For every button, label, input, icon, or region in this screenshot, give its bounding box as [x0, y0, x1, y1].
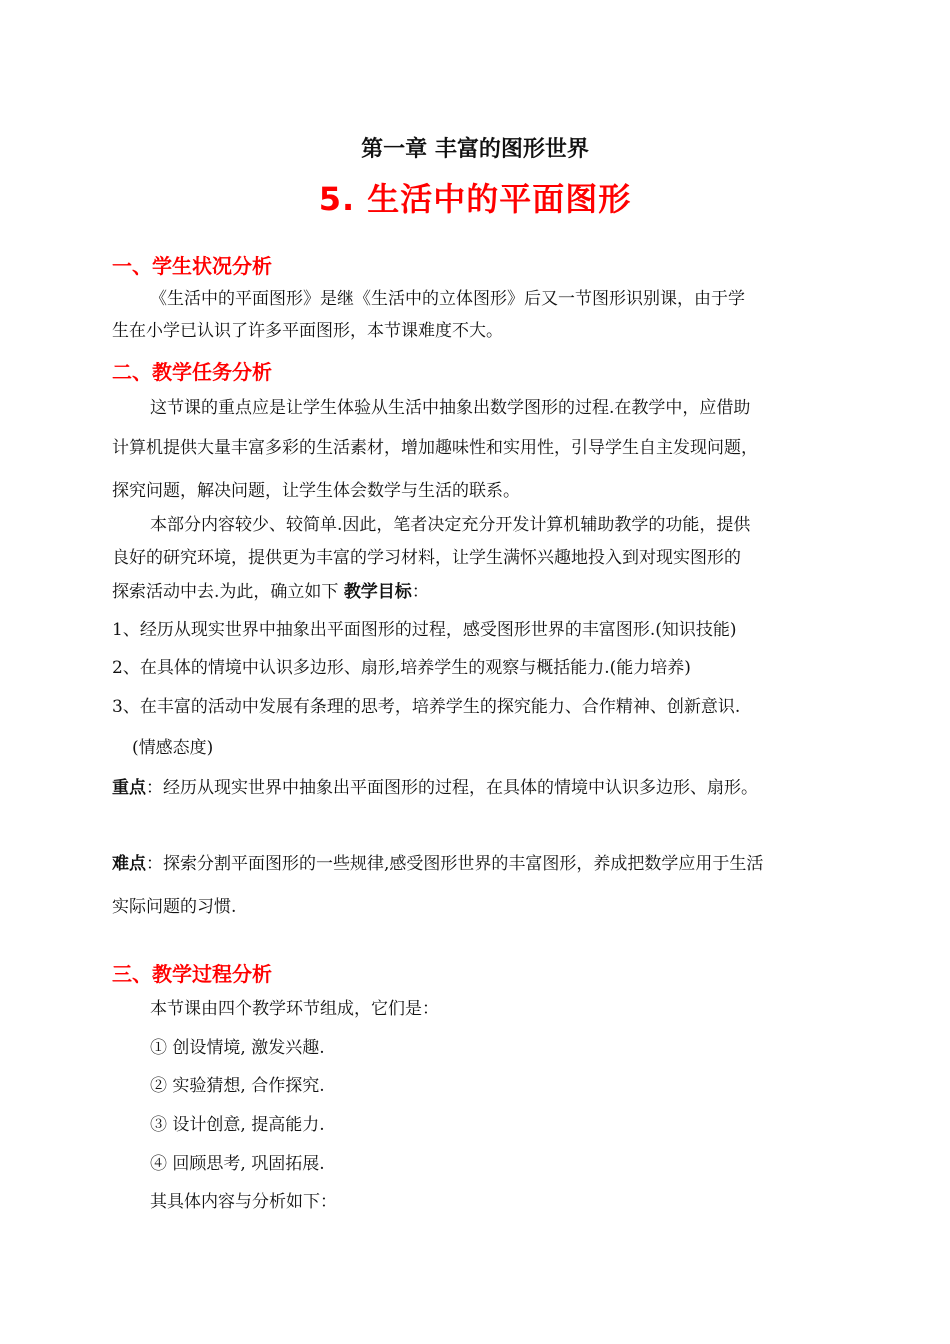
paragraph-line: 计算机提供大量丰富多彩的生活素材，增加趣味性和实用性，引导学生自主发现问题， [112, 438, 758, 458]
process-step-4: ④ 回顾思考, 巩固拓展. [150, 1154, 325, 1174]
lesson-title: 5. 生活中的平面图形 [318, 180, 632, 218]
goal-item-2: 2、在具体的情境中认识多边形、扇形,培养学生的观察与概括能力.(能力培养) [112, 658, 691, 678]
section-heading-student-analysis: 一、学生状况分析 [112, 254, 272, 278]
key-point-label: 重点 [112, 778, 146, 798]
teaching-goals-label: 教学目标 [343, 582, 412, 602]
difficulty-label: 难点 [112, 854, 146, 874]
paragraph-line: 探究问题，解决问题，让学生体会数学与生活的联系。 [112, 481, 520, 501]
process-step-1: ① 创设情境, 激发兴趣. [150, 1038, 325, 1058]
goals-intro-line [112, 580, 852, 604]
section-heading-task-analysis: 二、教学任务分析 [112, 360, 272, 384]
paragraph-line: 本部分内容较少、较简单.因此，笔者决定充分开发计算机辅助教学的功能，提供 [150, 515, 751, 535]
process-intro: 本节课由四个教学环节组成，它们是： [150, 999, 439, 1019]
paragraph-line: 生在小学已认识了许多平面图形，本节课难度不大。 [112, 321, 503, 341]
goals-intro-text: 探索活动中去.为此，确立如下 [112, 582, 339, 602]
process-step-2: ② 实验猜想, 合作探究. [150, 1076, 325, 1096]
difficulty-line-continued: 实际问题的习惯. [112, 897, 237, 917]
chapter-title: 第一章 丰富的图形世界 [361, 137, 589, 162]
goals-intro-colon: ： [411, 582, 429, 602]
difficulty-line [112, 852, 852, 876]
process-step-3: ③ 设计创意, 提高能力. [150, 1115, 325, 1135]
goal-item-3: 3、在丰富的活动中发展有条理的思考，培养学生的探究能力、合作精神、创新意识. [112, 697, 741, 717]
paragraph-line: 《生活中的平面图形》是继《生活中的立体图形》后又一节图形识别课，由于学 [150, 289, 745, 309]
key-point-line [112, 776, 852, 800]
goal-item-3-continued: (情感态度) [132, 738, 214, 758]
goal-item-1: 1、经历从现实世界中抽象出平面图形的过程，感受图形世界的丰富图形.(知识技能) [112, 620, 737, 640]
paragraph-line: 良好的研究环境，提供更为丰富的学习材料，让学生满怀兴趣地投入到对现实图形的 [112, 548, 741, 568]
section-heading-process-analysis: 三、教学过程分析 [112, 962, 272, 986]
key-point-text: ：经历从现实世界中抽象出平面图形的过程，在具体的情境中认识多边形、扇形。 [146, 778, 758, 798]
difficulty-text: ：探索分割平面图形的一些规律,感受图形世界的丰富图形，养成把数学应用于生活 [146, 854, 764, 874]
paragraph-line: 这节课的重点应是让学生体验从生活中抽象出数学图形的过程.在教学中，应借助 [150, 398, 751, 418]
process-outro: 其具体内容与分析如下： [150, 1192, 337, 1212]
